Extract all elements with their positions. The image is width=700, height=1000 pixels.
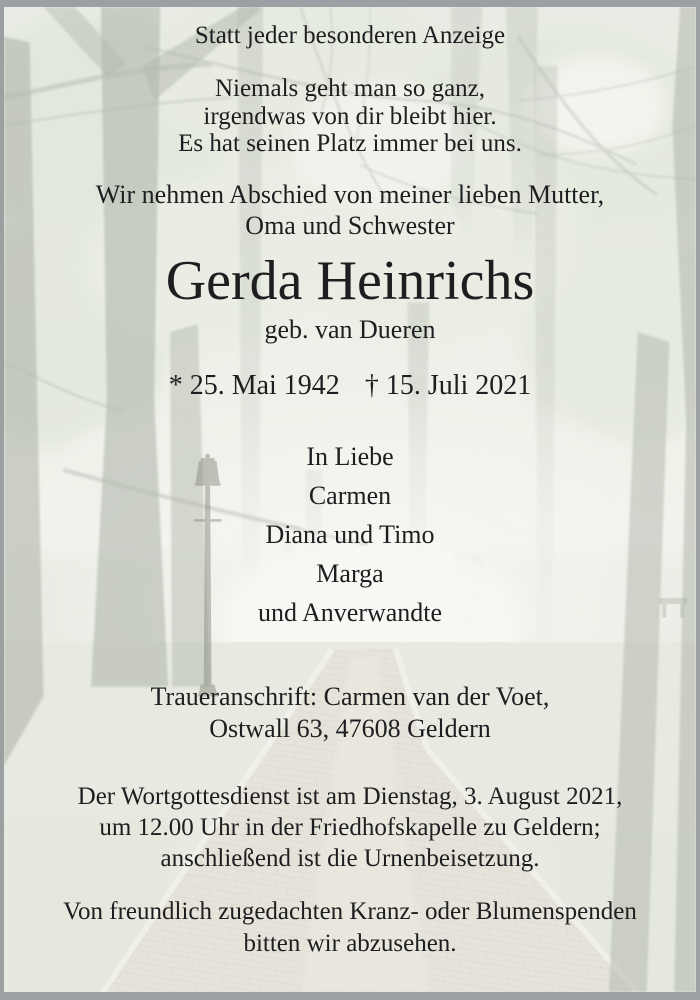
mourners-list [4,437,696,632]
deceased-name: Gerda Heinrichs [165,250,535,312]
farewell-line: Wir nehmen Abschied von meiner lieben Mutter, [95,180,605,209]
maiden-name: geb. van Dueren [264,315,436,344]
donation-line: Von freundlich zugedachten Kranz- oder Blumenspenden [63,898,637,925]
service-line: um 12.00 Uhr in der Friedhofskapelle zu Geldern; [99,814,601,841]
service-details [4,781,696,874]
farewell-line: Oma und Schwester [245,211,455,240]
death-date: † 15. Juli 2021 [364,370,532,401]
preface-line: Statt jeder besonderen Anzeige [194,22,506,49]
donation-request [4,896,696,960]
service-line: Der Wortgottesdienst ist am Dienstag, 3. August 2021, [77,783,623,810]
verse-line: Niemals geht man so ganz, [214,75,486,102]
mourners-line: Diana und Timo [265,520,435,549]
service-line: anschließend ist die Urnenbeisetzung. [160,845,540,872]
verse-line: Es hat seinen Platz immer bei uns. [178,130,522,157]
mourners-line: In Liebe [306,442,394,471]
mourners-line: Carmen [308,481,392,510]
birth-date: * 25. Mai 1942 [168,370,340,401]
farewell-statement [4,179,696,241]
donation-line: bitten wir abzusehen. [243,930,457,957]
mourning-address [4,681,696,745]
address-line: Ostwall 63, 47608 Geldern [209,714,491,743]
mourners-line: Marga [316,559,384,588]
verse-line: irgendwas von dir bleibt hier. [203,102,497,130]
life-dates [4,369,696,402]
mourners-line: und Anverwandte [257,598,443,627]
memorial-verse [4,75,696,158]
address-line: Traueranschrift: Carmen van der Voet, [150,682,550,711]
